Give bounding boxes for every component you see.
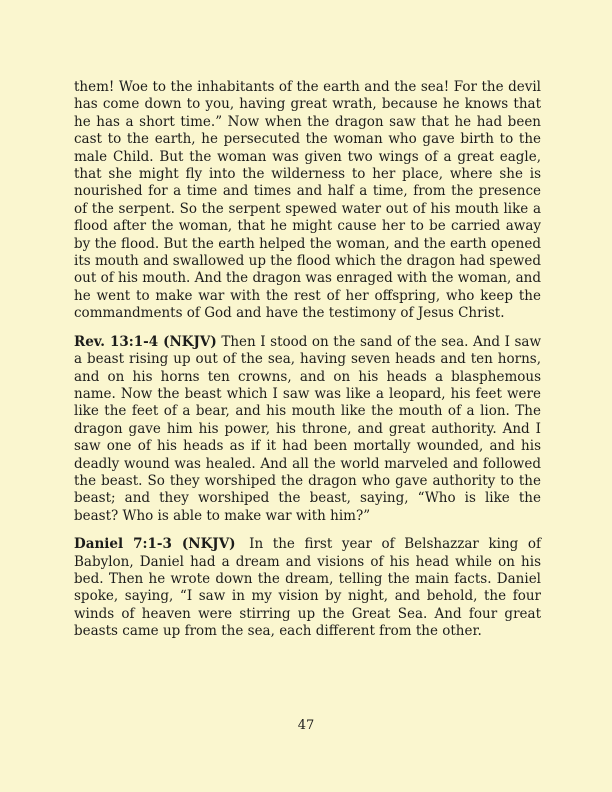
- paragraph: [74, 334, 541, 525]
- paragraph: [74, 79, 541, 323]
- paragraph-text: them! Woe to the inhabitants of the earth and the sea! For the devil has come down to you, having great wrath, because he knows that he has a short time.” Now when the dragon saw that he had been cast to the earth, he persecuted the woman who gave birth to the male Child. But the woman was given two wings of a great eagle, that she might fly into the wilderness to her place, where she is nourished for a time and times and half a time, from the presence of the serpent. So the serpent spewed water out of his mouth like a flood after the woman, that he might cause her to be carried away by the flood. But the earth helped the woman, and the earth opened its mouth and swallowed up the flood which the dragon had spewed out of his mouth. And the dragon was enraged with the woman, and he went to make war with the rest of her offspring, who keep the commandments of God and have the testimony of Jesus Christ.: [74, 79, 541, 322]
- paragraph-text: Then I stood on the sand of the sea. And I saw a beast rising up out of the sea, having seven heads and ten horns, and on his horns ten crowns, and on his heads a blasphemous name. Now the beast which I saw was like a leopard, his feet were like the feet of a bear, and his mouth like the mouth of a lion. The dragon gave him his power, his throne, and great authority. And I saw one of his heads as if it had been mortally wounded, and his deadly wound was healed. And all the world marveled and followed the beast. So they worshiped the dragon who gave authority to the beast; and they worshiped the beast, saying, “Who is like the beast? Who is able to make war with him?”: [74, 333, 541, 524]
- verse-reference: Daniel 7:1-3 (NKJV): [74, 536, 236, 553]
- paragraph-text: In the first year of Belshazzar king of Babylon, Daniel had a dream and visions of his head while on his bed. Then he wrote down the dream, telling the main facts. Daniel spoke, saying, “I saw in my vision by night, and behold, the four winds of heaven were stirring up the Great Sea. And four great beasts came up from the sea, each different from the other.: [74, 536, 541, 640]
- page-text-block: [74, 79, 541, 641]
- page-number: 47: [297, 718, 315, 733]
- paragraph: [74, 536, 541, 640]
- verse-reference: Rev. 13:1-4 (NKJV): [74, 333, 217, 350]
